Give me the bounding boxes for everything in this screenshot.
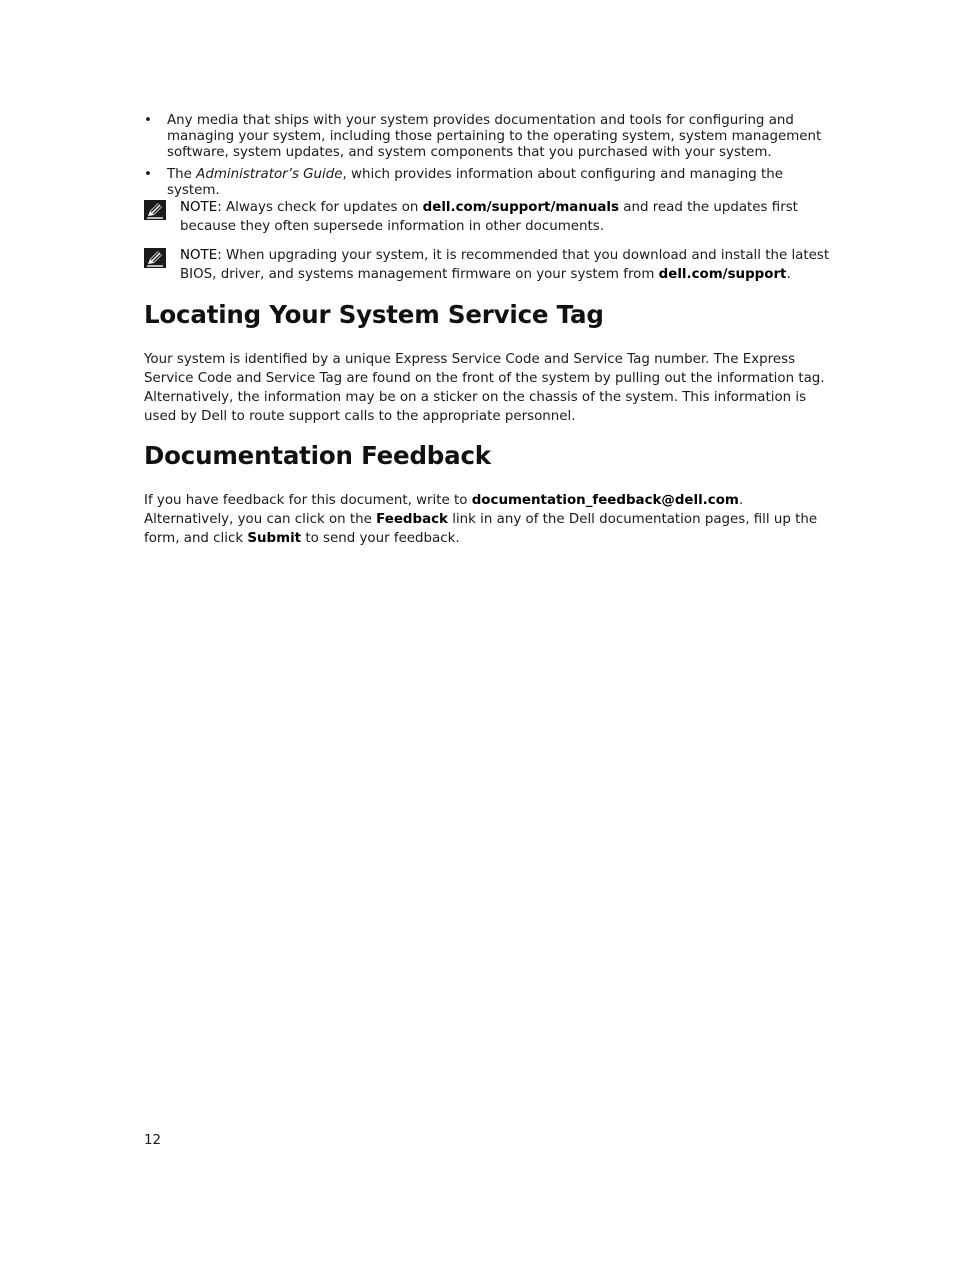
service-tag-paragraph: Your system is identified by a unique Express Service Code and Service Tag number. The Express Service Code and Service Tag are found on the front of the system by pulling out the information tag. Alternatively, the information may be on a sticker on the chassis of the system. This information is used by Dell to route support calls to the appropriate personnel. — [144, 352, 825, 424]
note-post: and read the updates first because they often supersede information in other documents. — [180, 200, 798, 234]
note-pencil-icon — [144, 248, 166, 268]
support-link[interactable]: dell.com/support — [658, 267, 787, 282]
note-updates — [144, 198, 834, 236]
note-pencil-icon — [144, 200, 166, 220]
bullet-list — [144, 113, 834, 205]
list-item — [144, 113, 834, 161]
note-label: NOTE: — [180, 248, 222, 263]
guide-title: Administrator’s Guide — [196, 167, 343, 182]
note-label: NOTE: — [180, 200, 222, 215]
feedback-post: to send your feedback. — [301, 531, 460, 546]
list-item — [144, 167, 834, 199]
bullet-text-pre: The — [167, 167, 197, 182]
feedback-pre: If you have feedback for this document, write to — [144, 493, 472, 508]
note-post: . — [786, 267, 791, 282]
feedback-mid1: . Alternatively, you can click on the — [144, 493, 744, 527]
bullet-glyph: • — [144, 167, 152, 182]
section-heading-feedback: Documentation Feedback — [144, 441, 491, 470]
note-text — [180, 246, 834, 284]
bullet-glyph: • — [144, 113, 152, 128]
submit-label: Submit — [247, 531, 302, 546]
section-heading-service-tag: Locating Your System Service Tag — [144, 300, 604, 329]
feedback-mid2: link in any of the Dell documentation pages, fill up the form, and click — [144, 512, 818, 546]
note-text — [180, 198, 834, 236]
note-pre: When upgrading your system, it is recommended that you download and install the latest BIOS, driver, and systems management firmware on your system from — [180, 248, 830, 282]
bullet-text-post: , which provides information about configuring and managing the system. — [167, 167, 784, 198]
feedback-link-label: Feedback — [376, 512, 448, 527]
manuals-link[interactable]: dell.com/support/manuals — [422, 200, 619, 215]
note-pre: Always check for updates on — [221, 200, 423, 215]
feedback-email-link[interactable]: documentation_feedback@dell.com — [471, 493, 739, 508]
bullet-text: Any media that ships with your system provides documentation and tools for configuring and managing your system, including those pertaining to the operating system, system management software, system updates, and system components that you purchased with your system. — [167, 113, 822, 160]
note-upgrading — [144, 246, 834, 284]
feedback-paragraph — [144, 491, 836, 548]
page-number: 12 — [144, 1133, 162, 1148]
